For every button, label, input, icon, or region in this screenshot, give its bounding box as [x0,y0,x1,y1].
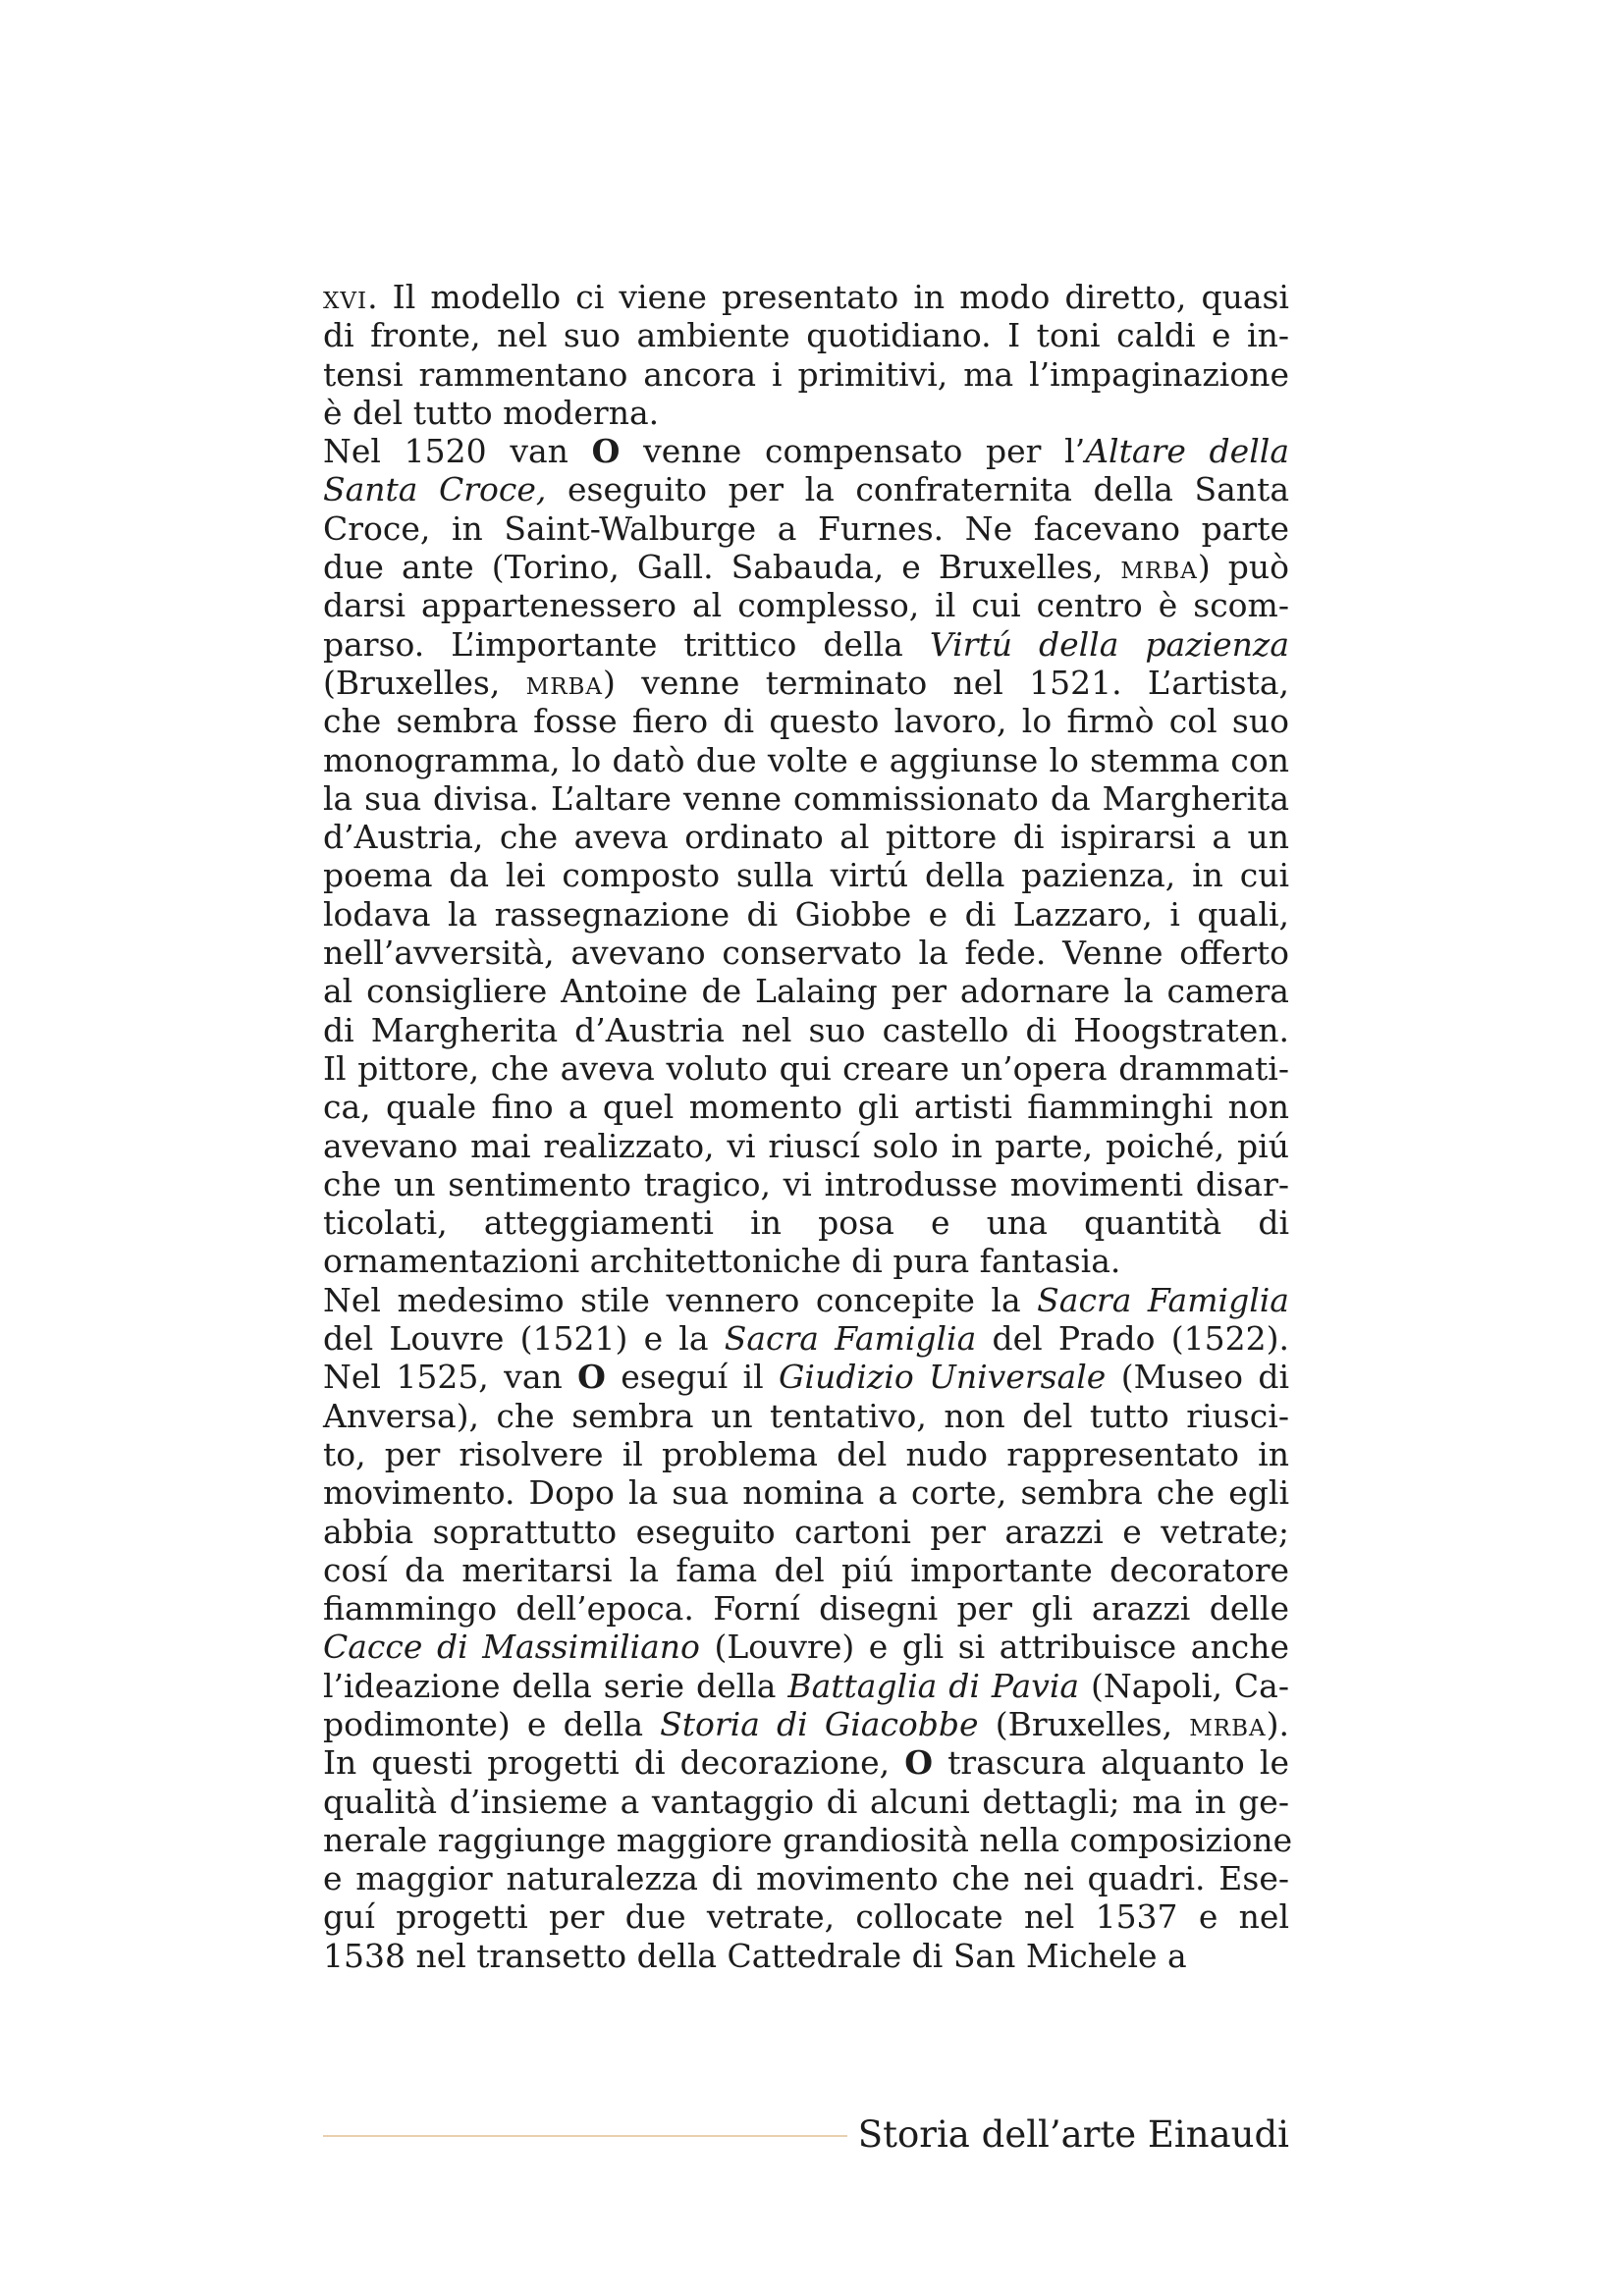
text-line [323,470,1289,508]
small-caps-text: xvi [323,278,368,316]
text-run: trascura alquanto le [933,1743,1290,1783]
text-line [323,1281,1289,1319]
text-run: ) può [1197,548,1289,587]
text-line [323,818,1289,856]
text-line [323,1783,1289,1821]
text-line [323,1705,1289,1743]
text-run: nell’avversità, avevano conservato la fede. Venne offerto [323,934,1289,973]
text-line [323,779,1289,818]
footer-title: Storia dell’arte Einaudi [857,2113,1289,2156]
text-line [323,586,1289,624]
text-run: ). [1266,1704,1290,1743]
text-line [323,316,1289,354]
bold-initial: O [577,1358,606,1397]
text-line [323,934,1289,972]
text-run: d’Austria, che aveva ordinato al pittore di ispirarsi a un [323,818,1289,857]
text-line [323,1088,1289,1126]
text-run: al consigliere Antoine de Lalaing per adornare la camera [323,972,1289,1011]
text-run: monogramma, lo datò due volte e aggiunse lo stemma con [323,740,1289,779]
text-run: In questi progetti di decorazione, [323,1743,905,1783]
text-run: fiammingo dell’epoca. Forní disegni per gli arazzi delle [323,1589,1289,1629]
text-run: Nel 1520 van [323,432,592,471]
text-run: eseguito per la confraternita della Santa [546,470,1289,509]
text-run: Nel medesimo stile vennero concepite la [323,1280,1038,1319]
footer-divider [323,2135,847,2137]
paragraph [323,278,1289,432]
text-line [323,702,1289,740]
text-line [323,1165,1289,1203]
text-line [323,664,1289,702]
text-run: qualità d’insieme a vantaggio di alcuni dettagli; ma in ge- [323,1782,1289,1821]
text-line [323,1011,1289,1049]
text-run: . Il modello ci viene presentato in modo diretto, quasi [367,278,1289,316]
text-line [323,1513,1289,1551]
text-run: Nel 1525, van [323,1358,578,1397]
text-run: movimento. Dopo la sua nomina a corte, sembra che egli [323,1473,1289,1513]
text-run: due ante (Torino, Gall. Sabauda, e Bruxelles, [323,548,1121,587]
text-run: e maggior naturalezza di movimento che nei quadri. Ese- [323,1859,1289,1898]
text-line [323,741,1289,779]
text-run: to, per risolvere il problema del nudo rappresentato in [323,1434,1289,1473]
text-run: ornamentazioni architettoniche di pura fantasia. [323,1242,1121,1281]
text-line [323,1667,1289,1705]
text-run: ) venne terminato nel 1521. L’artista, [603,663,1289,702]
text-run: del Prado (1522). [976,1319,1289,1359]
italic-title: Cacce di Massimiliano [323,1628,700,1667]
text-line [323,1435,1289,1473]
small-caps-text: mrba [525,663,604,702]
bold-initial: O [904,1743,934,1783]
text-run: (Museo di [1106,1358,1289,1397]
text-line [323,1203,1289,1242]
text-run: ticolati, atteggiamenti in posa e una quantità di [323,1203,1289,1243]
text-line [323,1743,1289,1782]
text-run: Anversa), che sembra un tentativo, non del tutto riusci- [323,1396,1289,1435]
body-text [323,278,1293,1975]
text-run: è del tutto moderna. [323,393,660,432]
text-run: venne compensato per l’ [620,432,1086,471]
text-run: parso. L’importante trittico della [323,624,930,664]
text-run: lodava la rassegnazione di Giobbe e di Lazzaro, i quali, [323,894,1289,934]
paragraph [323,432,1289,1281]
text-run: cosí da meritarsi la fama del piú importante decoratore [323,1550,1289,1589]
italic-title: Battaglia di Pavia [787,1666,1080,1705]
text-line [323,509,1289,548]
text-run: avevano mai realizzato, vi riuscí solo in parte, poiché, piú [323,1126,1289,1165]
text-run: tensi rammentano ancora i primitivi, ma l’impaginazione [323,354,1289,394]
text-run: poema da lei composto sulla virtú della pazienza, in cui [323,856,1289,895]
text-line [323,1859,1289,1897]
text-run: darsi appartenessero al complesso, il cui centro è scom- [323,586,1289,625]
text-run: Il pittore, che aveva voluto qui creare un’opera drammati- [323,1048,1289,1088]
text-run: (Bruxelles, [323,663,526,702]
text-run: nerale raggiunge maggiore grandiosità nella composizione [323,1820,1293,1859]
text-line [323,355,1289,394]
text-run: che sembra fosse fiero di questo lavoro, lo firmò col suo [323,702,1289,741]
text-line [323,1551,1289,1589]
italic-title: Santa Croce, [323,470,547,509]
text-run: ca, quale fino a quel momento gli artisti fiamminghi non [323,1088,1289,1127]
text-run: podimonte) e della [323,1704,661,1743]
text-run: (Napoli, Ca- [1079,1666,1289,1705]
italic-title: Sacra Famiglia [1037,1280,1289,1319]
italic-title: Sacra Famiglia [724,1319,977,1359]
text-line [323,1242,1289,1280]
italic-title: Giudizio Universale [779,1358,1107,1397]
text-line [323,1127,1289,1165]
text-line [323,1473,1289,1512]
text-line [323,1397,1289,1435]
text-run: guí progetti per due vetrate, collocate nel 1537 e nel [323,1897,1289,1937]
text-line [323,895,1289,934]
italic-title: Virtú della pazienza [929,624,1289,664]
text-run: di Margherita d’Austria nel suo castello di Hoogstraten. [323,1010,1289,1049]
italic-title: Storia di Giacobbe [660,1704,979,1743]
text-line [323,1589,1289,1628]
text-line [323,625,1289,664]
text-line [323,548,1289,586]
text-line [323,1049,1289,1088]
text-run: di fronte, nel suo ambiente quotidiano. I toni caldi e in- [323,316,1289,355]
text-line [323,1358,1289,1396]
text-line [323,972,1289,1010]
text-line [323,1628,1289,1666]
text-run: abbia soprattutto eseguito cartoni per arazzi e vetrate; [323,1512,1289,1551]
text-run: la sua divisa. L’altare venne commissionato da Margherita [323,778,1289,818]
text-line [323,856,1289,894]
text-line [323,1897,1289,1936]
text-line [323,278,1289,316]
small-caps-text: mrba [1189,1704,1267,1743]
text-run: 1538 nel transetto della Cattedrale di San Michele a [323,1936,1187,1975]
bold-initial: O [591,432,621,471]
text-run: l’ideazione della serie della [323,1666,788,1705]
text-line [323,1937,1289,1975]
text-line [323,432,1289,470]
italic-title: Altare della [1085,432,1289,471]
text-line [323,1820,1293,1859]
text-line [323,394,1289,432]
small-caps-text: mrba [1120,548,1198,587]
text-run: (Bruxelles, [978,1704,1190,1743]
text-run: eseguí il [605,1358,780,1397]
paragraph [323,1280,1293,1975]
text-run: che un sentimento tragico, vi introdusse movimenti disar- [323,1164,1289,1203]
text-run: (Louvre) e gli si attribuisce anche [699,1628,1289,1667]
text-line [323,1319,1289,1358]
text-run: del Louvre (1521) e la [323,1319,725,1359]
text-run: Croce, in Saint-Walburge a Furnes. Ne facevano parte [323,508,1289,548]
